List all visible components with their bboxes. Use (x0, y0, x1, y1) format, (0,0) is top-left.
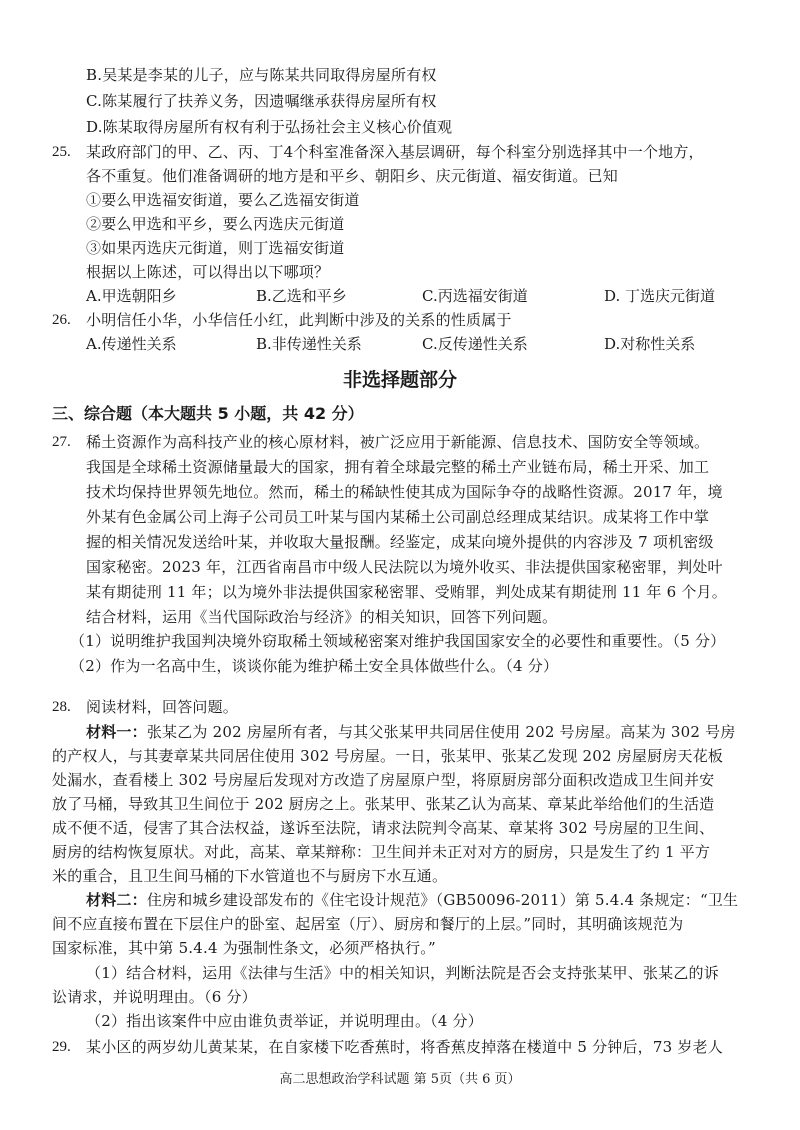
q24-option-c: C.陈某履行了扶养义务，因遗嘱继承获得房屋所有权 (86, 92, 437, 110)
q25-condition-3: ③如果丙选庆元街道，则丁选福安街道 (86, 239, 345, 257)
q27-text-line6: 国家秘密。2023 年，江西省南昌市中级人民法院以为境外收买、非法提供国家秘密罪，判处叶 (86, 558, 723, 576)
q29-text-line1: 某小区的两岁幼儿黄某某，在自家楼下吃香蕉时，将香蕉皮掉落在楼道中 5 分钟后，73 岁老人 (86, 1038, 723, 1056)
q24-option-d: D.陈某取得房屋所有权有利于弘扬社会主义核心价值观 (86, 118, 453, 136)
material1-text: 张某乙为 202 房屋所有者，与其父张某甲共同居住使用 202 号房屋。高某为 302 号房 (146, 723, 736, 741)
q28-number: 28. (52, 699, 71, 715)
q28-subquestion-1-line2: 讼请求，并说明理由。（6 分） (52, 988, 257, 1006)
q27-text-line1: 稀土资源作为高科技产业的核心原材料，被广泛应用于新能源、信息技术、国防安全等领域。 (86, 433, 710, 451)
q25-option-a: A.甲选朝阳乡 (86, 287, 177, 305)
q28-material2-line1 (86, 889, 738, 911)
q25-condition-1: ①要么甲选福安街道，要么乙选福安街道 (86, 191, 360, 209)
q26-number: 26. (52, 312, 71, 328)
q26-option-b: B.非传递性关系 (256, 335, 362, 353)
part3-heading: 三、综合题（本大题共 5 小题，共 42 分） (52, 404, 364, 423)
q28-material1-line2: 的产权人，与其妻章某共同居住使用 302 号房屋。一日，张某甲、张某乙发现 202 房屋厨房天花板 (52, 747, 724, 765)
q27-subquestion-1: （1）说明维护我国判决境外窃取稀土领域秘密案对维护我国国家安全的必要性和重要性。（5 分） (70, 632, 726, 650)
q27-text-line2: 我国是全球稀土资源储量最大的国家，拥有着全球最完整的稀土产业链布局，稀土开采、加工 (86, 458, 710, 476)
section-title: 非选择题部分 (342, 369, 457, 391)
q28-material2-line3: 国家标准，其中第 5.4.4 为强制性条文，必须严格执行。” (52, 939, 436, 957)
q25-option-c: C.丙选福安街道 (422, 287, 528, 305)
q26-stem: 小明信任小华，小华信任小红，此判断中涉及的关系的性质属于 (86, 311, 512, 329)
material1-label: 材料一： (86, 723, 147, 741)
q27-number: 27. (52, 434, 71, 450)
q27-subquestion-2: （2）作为一名高中生，谈谈你能为维护稀土安全具体做些什么。（4 分） (70, 657, 559, 675)
q25-question: 根据以上陈述，可以得出以下哪项？ (86, 263, 330, 281)
q26-option-c: C.反传递性关系 (422, 335, 528, 353)
q24-option-b: B.吴某是李某的儿子，应与陈某共同取得房屋所有权 (86, 66, 437, 84)
q28-material1-line6: 厨房的结构恢复原状。对此，高某、章某辩称：卫生间并未正对对方的厨房，只是发生了约 1 平方 (52, 843, 711, 861)
q28-subquestion-2: （2）指出该案件中应由谁负责举证，并说明理由。（4 分） (86, 1012, 483, 1030)
q25-option-b: B.乙选和平乡 (256, 287, 347, 305)
q27-text-line4: 外某有色金属公司上海子公司员工叶某与国内某稀土公司副总经理成某结识。成某将工作中掌 (86, 508, 710, 526)
q28-material1-line1 (86, 721, 736, 743)
q28-material1-line3: 处漏水，查看楼上 302 号房屋后发现对方改造了房屋原户型，将原厨房部分面积改造成卫生间并安 (52, 771, 715, 789)
q28-material1-line5: 成不便不适，侵害了其合法权益，遂诉至法院，请求法院判令高某、章某将 302 号房屋的卫生间、 (52, 819, 715, 837)
q25-stem-line2: 各不重复。他们准备调研的地方是和平乡、朝阳乡、庆元街道、福安街道。已知 (86, 167, 619, 185)
q28-material2-line2: 间不应直接布置在下层住户的卧室、起居室（厅）、厨房和餐厅的上层。”同时，其明确该规范为 (52, 915, 684, 933)
q25-number: 25. (52, 144, 71, 160)
q28-intro: 阅读材料，回答问题。 (86, 698, 239, 716)
q26-option-a: A.传递性关系 (86, 335, 177, 353)
q25-option-d: D. 丁选庆元街道 (604, 287, 716, 305)
q29-number: 29. (52, 1039, 71, 1055)
q28-material1-line4: 放了马桶，导致其卫生间位于 202 厨房之上。张某甲、张某乙认为高某、章某此举给他们的生活造 (52, 795, 715, 813)
material2-text: 住房和城乡建设部发布的《住宅设计规范》（GB50096-2011）第 5.4.4 条规定：“卫生 (146, 891, 739, 909)
q27-instruction: 结合材料，运用《当代国际政治与经济》的相关知识，回答下列问题。 (86, 608, 558, 626)
q26-option-d: D.对称性关系 (604, 335, 696, 353)
q25-condition-2: ②要么甲选和平乡，要么丙选庆元街道 (86, 215, 345, 233)
q25-stem-line1: 某政府部门的甲、乙、丙、丁4个科室准备深入基层调研，每个科室分别选择其中一个地方， (86, 143, 704, 161)
q28-material1-line7: 米的重合，且卫生间马桶的下水管道也不与厨房下水互通。 (52, 867, 448, 885)
q28-subquestion-1-line1: （1）结合材料，运用《法律与生活》中的相关知识，判断法院是否会支持张某甲、张某乙的诉 (86, 964, 719, 982)
page-footer: 高二思想政治学科试题 第 5页（共 6 页） (279, 1072, 521, 1087)
material2-label: 材料二： (86, 891, 147, 909)
q27-text-line7: 某有期徒刑 11 年；以为境外非法提供国家秘密罪、受贿罪，判处成某有期徒刑 11 年 6 个月。 (86, 583, 727, 601)
q27-text-line3: 技术均保持世界领先地位。然而，稀土的稀缺性使其成为国际争夺的战略性资源。2017 年，境 (86, 483, 723, 501)
q27-text-line5: 握的相关情况发送给叶某，并收取大量报酬。经鉴定，成某向境外提供的内容涉及 7 项机密级 (86, 533, 714, 551)
